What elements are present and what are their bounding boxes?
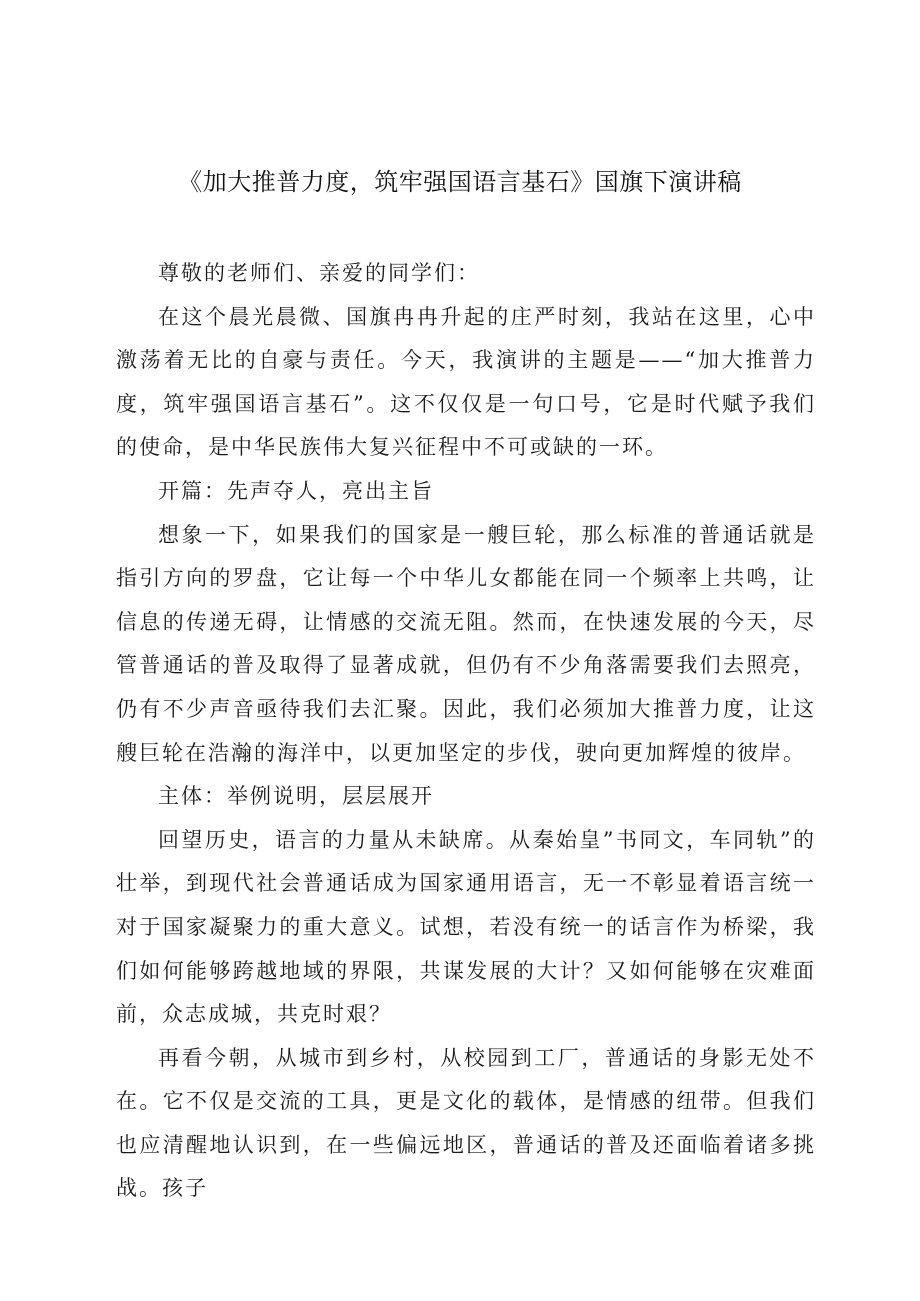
document-title: 《加大推普力度，筑牢强国语言基石》国旗下演讲稿: [178, 168, 742, 196]
section-heading-opening: 开篇：先声夺人，亮出主旨: [158, 478, 434, 503]
intro-paragraph: 在这个晨光晨微、国旗冉冉升起的庄严时刻，我站在这里，心中激荡着无比的自豪与责任。今天，我演讲的主题是——“加大推普力度，筑牢强国语言基石”。这不仅仅是一句口号，它是时代赋予我们的使命，是中华民族伟大复兴征程中不可或缺的一环。: [116, 304, 816, 460]
history-paragraph: 回望历史，语言的力量从未缺席。从秦始皇”书同文，车同轨”的壮举，到现代社会普通话成为国家通用语言，无一不彰显着语言统一对于国家凝聚力的重大意义。试想，若没有统一的话言作为桥梁，我们如何能够跨越地域的界限，共谋发展的大计？又如何能够在灾难面前，众志成城，共克时艰？: [116, 827, 816, 1027]
metaphor-paragraph: 想象一下，如果我们的国家是一艘巨轮，那么标准的普通话就是指引方向的罗盘，它让每一个中华儿女都能在同一个频率上共鸣，让信息的传递无碍，让情感的交流无阻。然而，在快速发展的今天，尽管普通话的普及取得了显著成就，但仍有不少角落需要我们去照亮，仍有不少声音亟待我们去汇聚。因此，我们必须加大推普力度，让这艘巨轮在浩瀚的海洋中，以更加坚定的步伐，驶向更加辉煌的彼岸。: [116, 522, 816, 765]
document-body: [116, 252, 816, 1211]
present-paragraph: 再看今朝，从城市到乡村，从校园到工厂，普通话的身影无处不在。它不仅是交流的工具，更是文化的载体，是情感的纽带。但我们也应清醒地认识到，在一些偏远地区，普通话的普及还面临着诸多挑战。孩子: [116, 1045, 816, 1201]
section-heading-body: 主体：举例说明，层层展开: [158, 784, 434, 809]
greeting-paragraph: 尊敬的老师们、亲爱的同学们：: [158, 261, 480, 285]
